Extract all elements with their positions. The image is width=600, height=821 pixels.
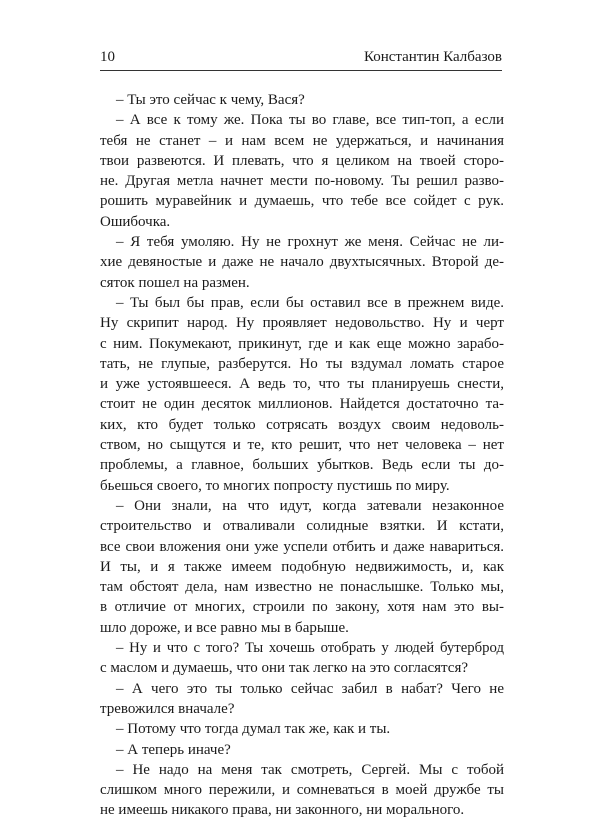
text-line: проблемы, а главное, больших убытков. Ведь если ты до- <box>100 457 504 474</box>
text-line: стоит не один десяток миллионов. Найдется достаточно та- <box>100 396 504 413</box>
text-line: – Ну и что с того? Ты хочешь отобрать у людей бутерброд <box>116 640 504 657</box>
page-header <box>100 48 502 71</box>
text-line: сяток пошел на размен. <box>100 274 250 291</box>
text-line: – Я тебя умоляю. Ну не грохнут же меня. Сейчас не ли- <box>116 234 504 251</box>
text-line: шло дороже, и все равно мы в барыше. <box>100 619 349 636</box>
text-line: – Не надо на меня так смотреть, Сергей. Мы с тобой <box>116 761 504 778</box>
text-line: рошить муравейник и думаешь, что тебе все сойдет с рук. <box>100 193 504 210</box>
text-line: Ну скрипит народ. Ну проявляет недовольство. Ну и черт <box>100 315 504 332</box>
text-line: там обстоят дела, нам известно не понаслышке. Только мы, <box>100 579 504 596</box>
text-line: слишком много пережили, и сомневаться в моей дружбе ты <box>100 782 504 799</box>
text-line: – А чего это ты только сейчас забил в набат? Чего не <box>116 680 504 697</box>
text-line: И ты, и я также имеем подобную недвижимость, и, как <box>100 558 504 575</box>
text-line: твои развеются. И плевать, что я целиком на твоей сторо- <box>100 152 504 169</box>
text-line: ством, но сыщутся и те, кто решит, что нет человека – нет <box>100 437 504 454</box>
text-line: ких, кто будет только сотрясать воздух своим недоволь- <box>100 416 504 433</box>
text-line: – А все к тому же. Пока ты во главе, все тип-топ, а если <box>116 112 504 129</box>
text-line: тать, не глупые, разберутся. Но ты вздумал ломать старое <box>100 355 504 372</box>
text-line: тебя не станет – и нам всем не удержаться, и начинания <box>100 132 504 149</box>
text-line: строительство и отваливали солидные взятки. И кстати, <box>100 518 504 535</box>
text-line: – Ты был бы прав, если бы оставил все в прежнем виде. <box>116 294 504 311</box>
text-line: бьешься своего, то многих попросту пустишь по миру. <box>100 477 450 494</box>
text-line: с ним. Покумекают, прикинут, где и как еще можно зарабо- <box>100 335 504 352</box>
text-line: и уже устоявшееся. А ведь то, что ты планируешь снести, <box>100 376 504 393</box>
body-text <box>100 90 504 821</box>
text-line: с маслом и думаешь, что они так легко на это согласятся? <box>100 660 469 677</box>
text-line: Ошибочка. <box>100 213 171 230</box>
page-number: 10 <box>100 49 115 65</box>
text-line: не имеешь никакого права, ни законного, ни морального. <box>100 802 465 819</box>
text-line: тревожился вначале? <box>100 700 235 717</box>
text-line: – А теперь иначе? <box>116 741 231 758</box>
text-line: в отличие от многих, строили по закону, хотя нам это вы- <box>100 599 504 616</box>
text-line: – Потому что тогда думал так же, как и ты. <box>116 721 391 738</box>
text-line: все свои вложения они уже успели отбить и даже навариться. <box>100 538 504 555</box>
text-line: – Они знали, на что идут, когда затевали незаконное <box>116 497 504 514</box>
text-line: – Ты это сейчас к чему, Вася? <box>116 92 305 108</box>
text-line: не. Другая метла начнет мести по-новому. Ты решил разво- <box>100 173 504 190</box>
running-head-author: Константин Калбазов <box>363 49 502 65</box>
text-line: хие девяностые и даже не начало двухтысячных. Второй де- <box>100 254 504 271</box>
